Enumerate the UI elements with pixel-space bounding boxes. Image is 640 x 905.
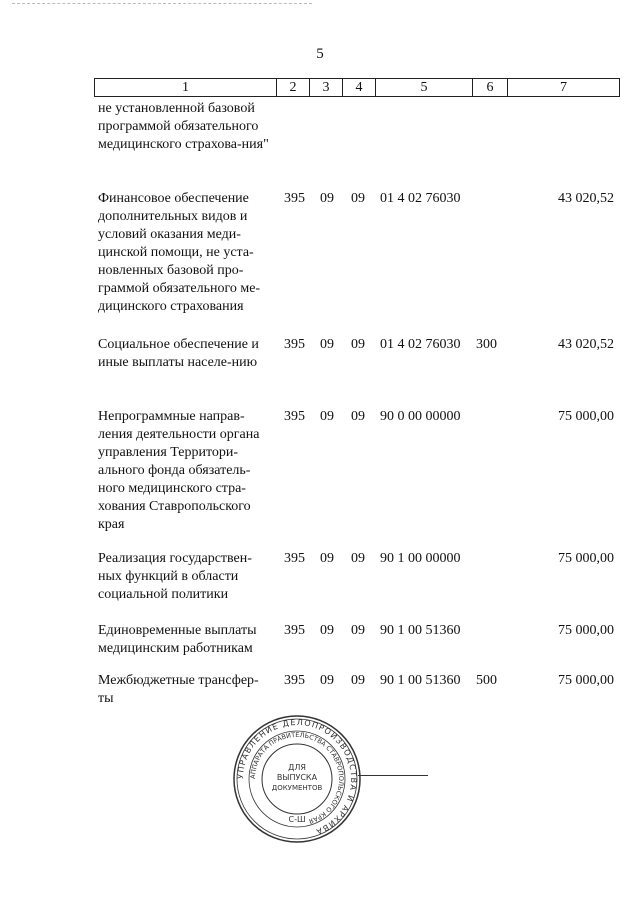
row-admin-code: 395 bbox=[284, 551, 305, 566]
row-section: 09 bbox=[320, 337, 334, 352]
stamp-center-line2: ВЫПУСКА bbox=[276, 773, 318, 782]
row-amount: 43 020,52 bbox=[558, 337, 614, 352]
row-name: Финансовое обеспечение дополнительных видов и условий оказания меди-цинской помощи, не уста-новленных базовой про-граммой обязательного ме-дицинского страхования bbox=[98, 191, 261, 314]
row-admin-code: 395 bbox=[284, 623, 305, 638]
row-amount: 75 000,00 bbox=[558, 673, 614, 688]
header-col-5: 5 bbox=[376, 79, 473, 97]
header-col-3: 3 bbox=[310, 79, 343, 97]
row-expense-type: 500 bbox=[476, 673, 497, 688]
row-subsection: 09 bbox=[351, 409, 365, 424]
row-admin-code: 395 bbox=[284, 673, 305, 688]
stamp-outer-text: УПРАВЛЕНИЕ ДЕЛОПРОИЗВОДСТВА И АРХИВА bbox=[235, 717, 359, 837]
row-target-article: 90 1 00 00000 bbox=[380, 551, 461, 566]
row-name: Непрограммные направ-ления деятельности органа управления Территори-ального фонда обязатель-ного медицинского стра-хования Ставропольского края bbox=[98, 409, 260, 532]
header-col-2: 2 bbox=[277, 79, 310, 97]
row-amount: 43 020,52 bbox=[558, 191, 614, 206]
signature-line bbox=[358, 775, 428, 776]
official-stamp bbox=[232, 714, 362, 844]
row-section: 09 bbox=[320, 191, 334, 206]
page-number: 5 bbox=[316, 46, 324, 62]
header-col-7: 7 bbox=[508, 79, 620, 97]
row-target-article: 90 1 00 51360 bbox=[380, 673, 461, 688]
header-col-6: 6 bbox=[473, 79, 508, 97]
stamp-inner-text: АППАРАТА ПРАВИТЕЛЬСТВА СТАВРОПОЛЬСКОГО КРАЯ bbox=[248, 730, 346, 826]
row-subsection: 09 bbox=[351, 673, 365, 688]
row-section: 09 bbox=[320, 623, 334, 638]
header-col-4: 4 bbox=[343, 79, 376, 97]
row-target-article: 01 4 02 76030 bbox=[380, 191, 461, 206]
row-amount: 75 000,00 bbox=[558, 551, 614, 566]
stamp-center-line3: ДОКУМЕНТОВ bbox=[271, 784, 323, 792]
row-target-article: 01 4 02 76030 bbox=[380, 337, 461, 352]
header-col-1: 1 bbox=[95, 79, 277, 97]
row-target-article: 90 1 00 51360 bbox=[380, 623, 461, 638]
row-admin-code: 395 bbox=[284, 409, 305, 424]
row-subsection: 09 bbox=[351, 551, 365, 566]
row-name: Реализация государствен-ных функций в области социальной политики bbox=[98, 551, 252, 602]
column-number-header bbox=[94, 78, 620, 97]
row-amount: 75 000,00 bbox=[558, 409, 614, 424]
row-name: Единовременные выплаты медицинским работникам bbox=[98, 623, 257, 656]
row-subsection: 09 bbox=[351, 623, 365, 638]
row-admin-code: 395 bbox=[284, 191, 305, 206]
row-admin-code: 395 bbox=[284, 337, 305, 352]
stamp-center-line1: ДЛЯ bbox=[288, 763, 306, 772]
row-expense-type: 300 bbox=[476, 337, 497, 352]
row-name: не установленной базовой программой обязательного медицинского страхова-ния" bbox=[98, 101, 269, 152]
row-section: 09 bbox=[320, 673, 334, 688]
row-target-article: 90 0 00 00000 bbox=[380, 409, 461, 424]
scan-artifact-line bbox=[12, 3, 312, 5]
row-amount: 75 000,00 bbox=[558, 623, 614, 638]
row-section: 09 bbox=[320, 551, 334, 566]
stamp-code: С-Ш bbox=[288, 815, 306, 824]
row-subsection: 09 bbox=[351, 191, 365, 206]
row-name: Социальное обеспечение и иные выплаты населе-нию bbox=[98, 337, 259, 370]
row-section: 09 bbox=[320, 409, 334, 424]
row-name: Межбюджетные трансфер-ты bbox=[98, 673, 259, 706]
row-subsection: 09 bbox=[351, 337, 365, 352]
